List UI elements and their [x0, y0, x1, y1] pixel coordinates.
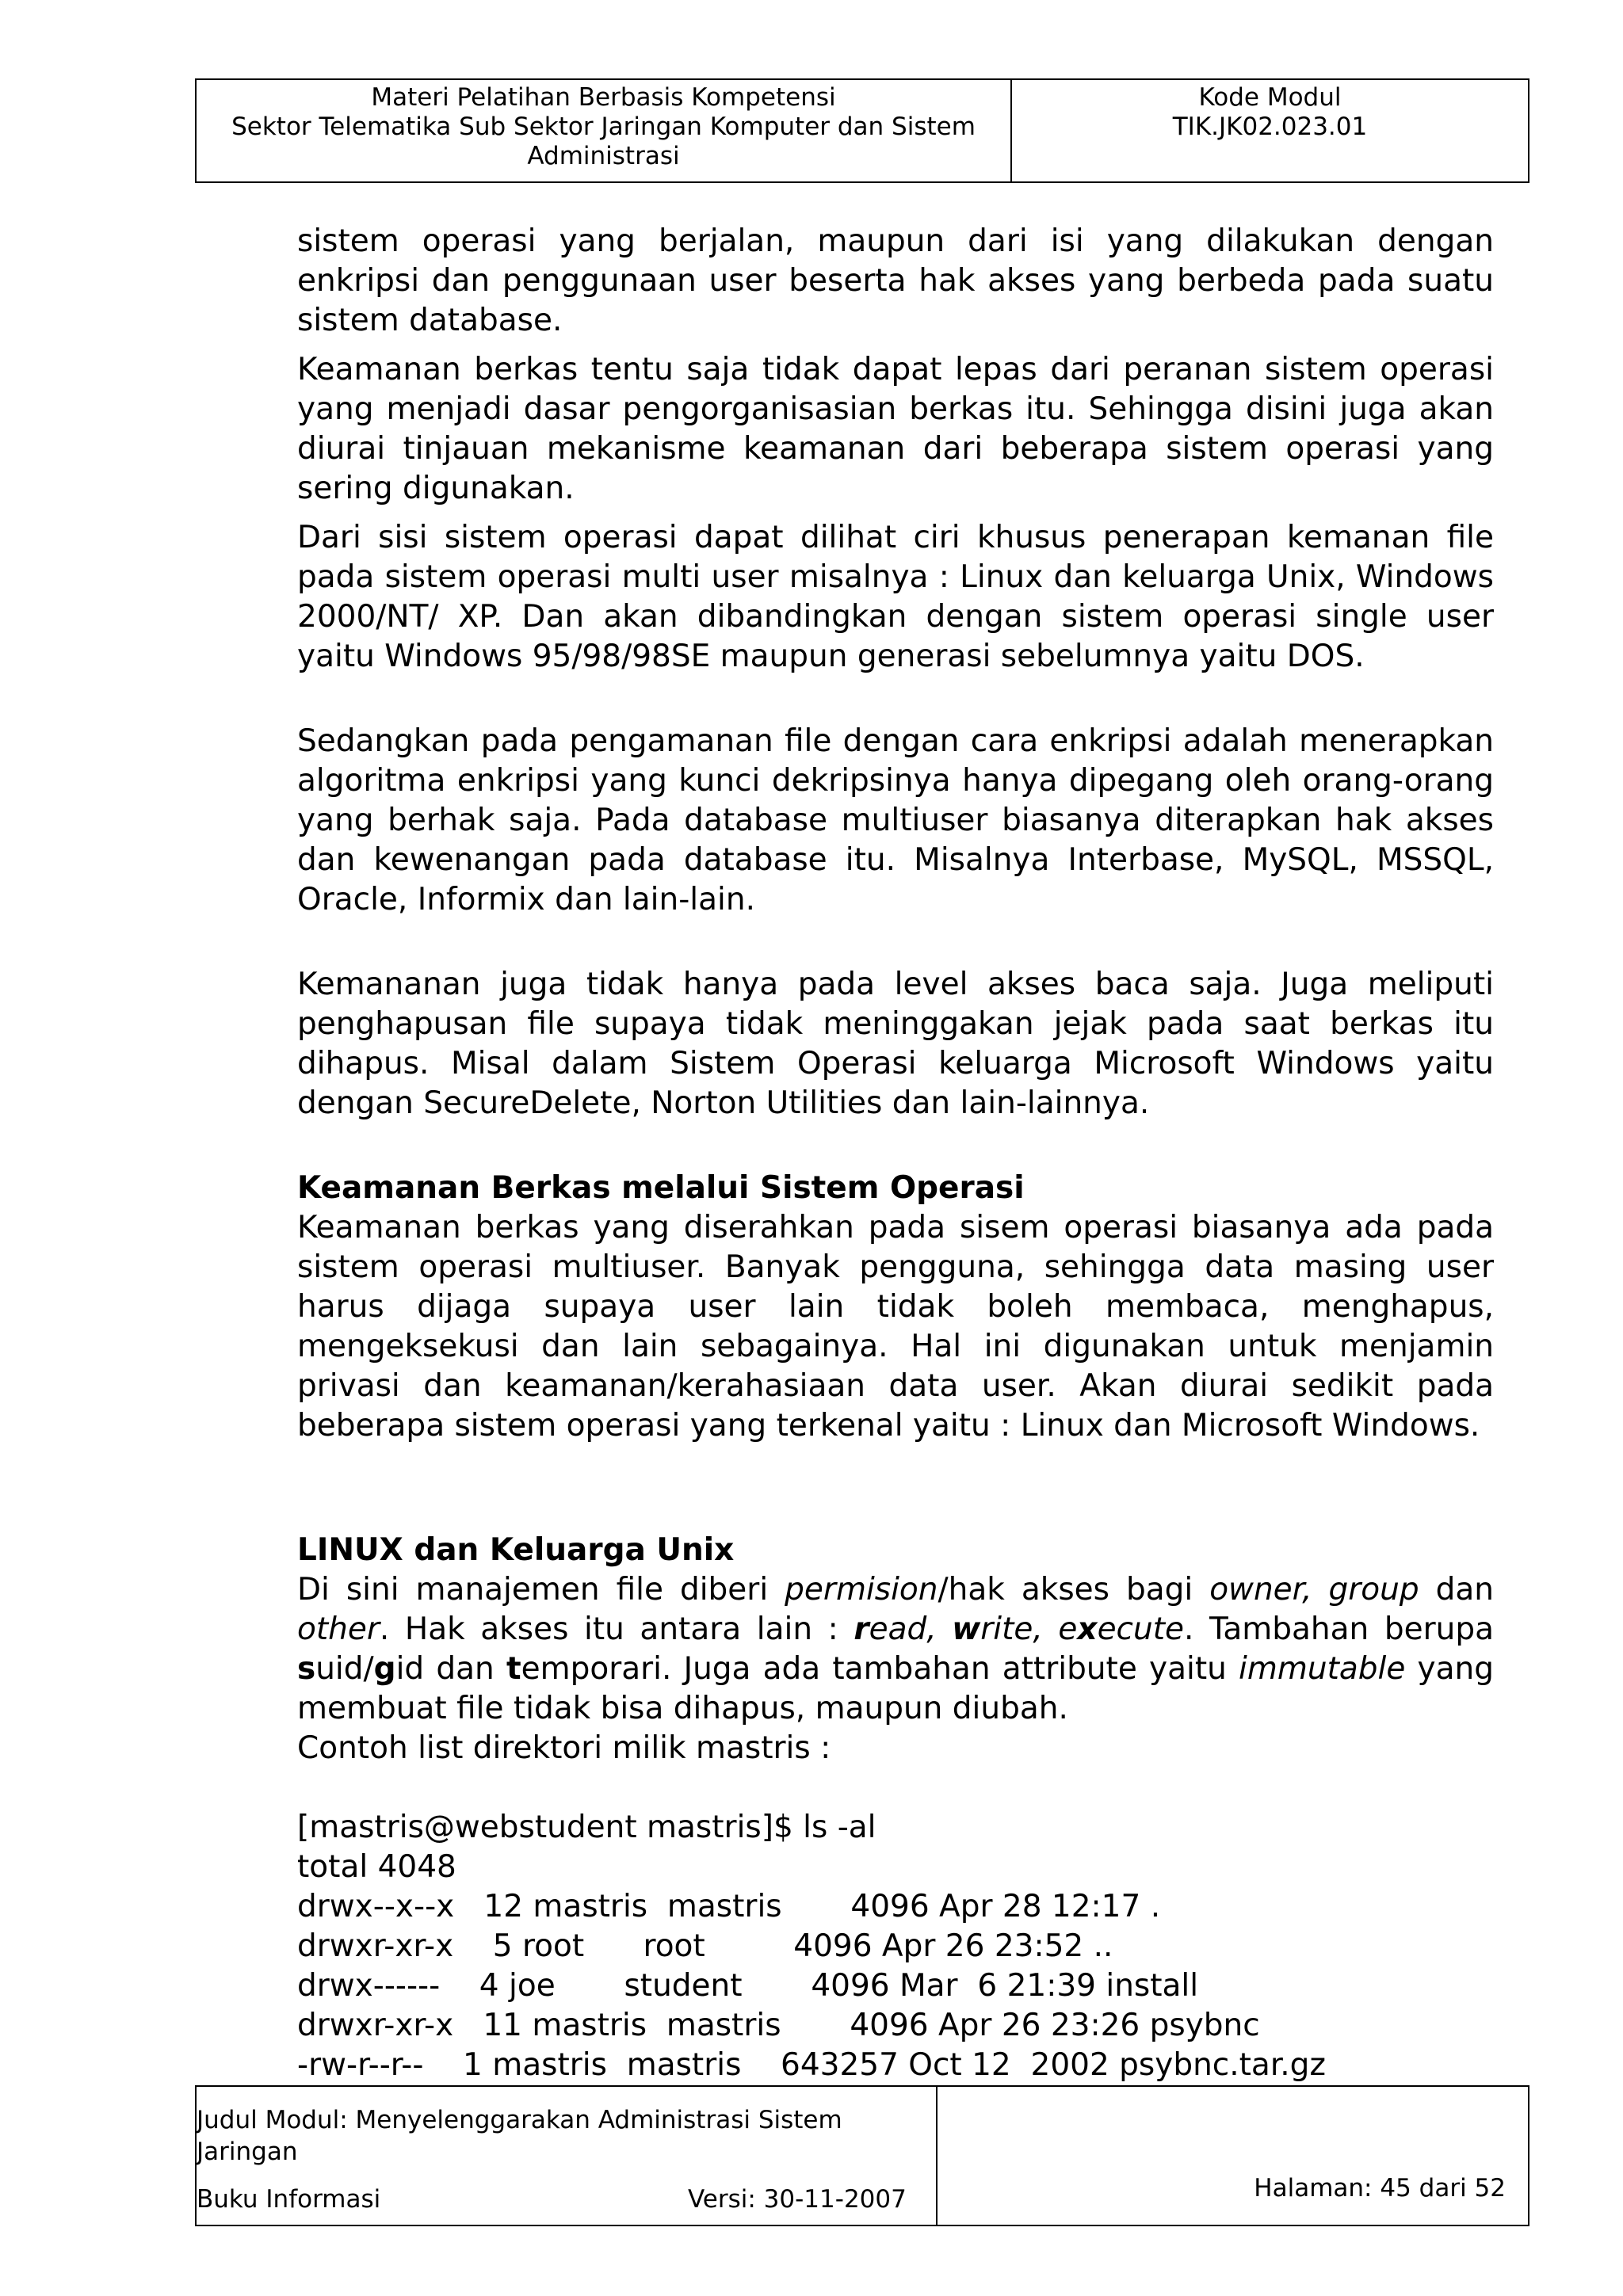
- footer-module-title: Judul Modul: Menyelenggarakan Administrasi Sistem Jaringan: [197, 2106, 842, 2166]
- paragraph-4: Sedangkan pada pengamanan file dengan cara enkripsi adalah menerapkan algoritma enkripsi yang kunci dekripsinya hanya dipegang oleh orang-orang yang berhak saja. Pada database multiuser biasanya diterapkan hak akses dan kewenangan pada database itu. Misalnya Interbase, MySQL, MSSQL, Oracle, Informix dan lain-lain.: [297, 723, 1494, 917]
- listing-line: drwxr-xr-x 5 root root 4096 Apr 26 23:52 ..: [297, 1928, 1113, 1964]
- footer-page-number: Halaman: 45 dari 52: [1254, 2174, 1506, 2203]
- page-header: [195, 78, 1529, 183]
- listing-line: [mastris@webstudent mastris]$ ls -al: [297, 1810, 876, 1845]
- footer-info-cell: [197, 2087, 938, 2225]
- paragraph-3: Dari sisi sistem operasi dapat dilihat ciri khusus penerapan kemanan file pada sistem operasi multi user misalnya : Linux dan keluarga Unix, Windows 2000/NT/ XP. Dan akan dibandingkan dengan sistem operasi single user yaitu Windows 95/98/98SE maupun generasi sebelumnya yaitu DOS.: [297, 520, 1494, 674]
- footer-version: Versi: 30-11-2007: [688, 2185, 907, 2214]
- listing-line: -rw-r--r-- 1 mastris mastris 643257 Oct 12 2002 psybnc.tar.gz: [297, 2047, 1326, 2083]
- paragraph-5: Kemananan juga tidak hanya pada level akses baca saja. Juga meliputi penghapusan file supaya tidak meninggakan jejak pada saat berkas itu dihapus. Misal dalam Sistem Operasi keluarga Microsoft Windows yaitu dengan SecureDelete, Norton Utilities dan lain-lainnya.: [297, 967, 1494, 1121]
- paragraph-6: Keamanan berkas yang diserahkan pada sisem operasi biasanya ada pada sistem operasi multiuser. Banyak pengguna, sehingga data masing user harus dijaga supaya user lain tidak boleh membaca, menghapus, mengeksekusi dan lain sebagainya. Hal ini digunakan untuk menjamin privasi dan keamanan/kerahasiaan data user. Akan diurai sedikit pada beberapa sistem operasi yang terkenal yaitu : Linux dan Microsoft Windows.: [297, 1210, 1494, 1444]
- footer-book-label: Buku Informasi: [197, 2185, 381, 2214]
- listing-line: drwx------ 4 joe student 4096 Mar 6 21:39 install: [297, 1968, 1199, 2004]
- section-heading-linux: LINUX dan Keluarga Unix: [297, 1532, 735, 1568]
- paragraph-2: Keamanan berkas tentu saja tidak dapat lepas dari peranan sistem operasi yang menjadi dasar pengorganisasian berkas itu. Sehingga disini juga akan diurai tinjauan mekanisme keamanan dari beberapa sistem operasi yang sering digunakan.: [297, 352, 1494, 506]
- page-footer: [195, 2085, 1529, 2226]
- header-title-line2: Sektor Telematika Sub Sektor Jaringan Komputer dan Sistem: [231, 113, 976, 141]
- listing-line: drwxr-xr-x 11 mastris mastris 4096 Apr 26 23:26 psybnc: [297, 2008, 1260, 2043]
- header-title-line3: Administrasi: [527, 142, 680, 170]
- listing-line: total 4048: [297, 1849, 456, 1885]
- header-code-cell: [1012, 80, 1528, 181]
- footer-page-cell: [938, 2087, 1528, 2225]
- header-code-value: TIK.JK02.023.01: [1172, 113, 1368, 141]
- page-content: [297, 222, 1494, 2085]
- paragraph-7: Di sini manajemen file diberi permision/hak akses bagi owner, group dan other. Hak akses itu antara lain : read, write, execute. Tambahan berupa suid/gid dan temporari. Juga ada tambahan attribute yaitu immutable yang membuat file tidak bisa dihapus, maupun diubah.: [297, 1572, 1494, 1726]
- paragraph-8: Contoh list direktori milik mastris :: [297, 1730, 831, 1766]
- section-heading-os: Keamanan Berkas melalui Sistem Operasi: [297, 1170, 1025, 1206]
- paragraph-1: sistem operasi yang berjalan, maupun dari isi yang dilakukan dengan enkripsi dan penggunaan user beserta hak akses yang berbeda pada suatu sistem database.: [297, 223, 1494, 338]
- header-code-label: Kode Modul: [1198, 83, 1342, 112]
- header-title-line1: Materi Pelatihan Berbasis Kompetensi: [371, 83, 836, 112]
- header-title-cell: [197, 80, 1012, 181]
- listing-line: drwx--x--x 12 mastris mastris 4096 Apr 28 12:17 .: [297, 1889, 1161, 1924]
